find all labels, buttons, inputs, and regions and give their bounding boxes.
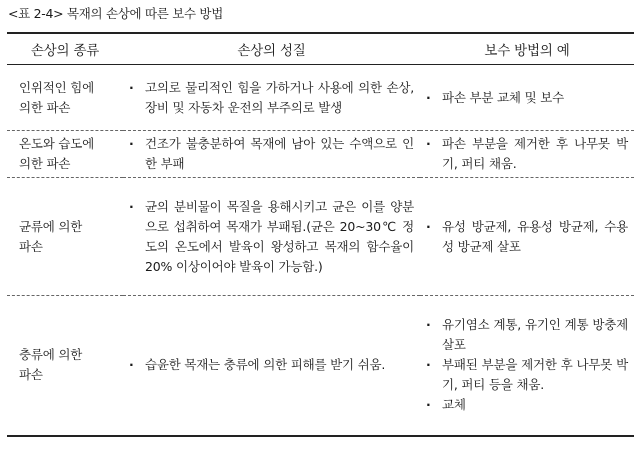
repair-methods-table [7, 32, 634, 437]
nature-bullet: · 균의 분비물이 목질을 용해시키고 균은 이를 양분으로 섭취하여 목재가 부패됨.(균은 20~30℃ 정도의 온도에서 발육이 왕성하고 목재의 함수율이 20% 이상이어야 발육이 가능함.) [123, 197, 414, 277]
header-damage-type: 손상의 종류 [7, 33, 123, 65]
repair-bullet: · 유성 방균제, 유용성 방균제, 수용성 방균제 살포 [420, 217, 628, 257]
damage-nature-cell [123, 131, 420, 178]
damage-type-line: 충류에 의한 [19, 347, 83, 363]
table-header-row [7, 33, 634, 65]
repair-bullet: · 파손 부분을 제거한 후 나무못 박기, 퍼티 채움. [420, 134, 628, 174]
damage-type-line: 의한 파손 [19, 156, 71, 171]
header-repair-example: 보수 방법의 예 [420, 33, 634, 65]
repair-bullet: · 부패된 부분을 제거한 후 나무못 박기, 퍼티 등을 채움. [420, 355, 628, 395]
table-row [7, 296, 634, 436]
nature-bullet: · 습윤한 목재는 충류에 의한 피해를 받기 쉬움. [123, 355, 414, 375]
repair-bullet: · 교체 [420, 395, 628, 415]
damage-nature-cell [123, 65, 420, 131]
table-row [7, 131, 634, 178]
damage-type-cell [7, 131, 123, 178]
nature-bullet: · 고의로 물리적인 힘을 가하거나 사용에 의한 손상, 장비 및 자동차 운전의 부주의로 발생 [123, 78, 414, 118]
table-row [7, 178, 634, 296]
table-row [7, 65, 634, 131]
damage-type-cell [7, 296, 123, 436]
table-caption: <표 2-4> 목재의 손상에 따른 보수 방법 [8, 6, 223, 21]
repair-cell [420, 178, 634, 296]
damage-nature-cell [123, 178, 420, 296]
damage-type-line: 온도와 습도에 [19, 136, 95, 151]
damage-type-line: 인위적인 힘에 [19, 79, 95, 95]
repair-bullet: · 유기염소 계통, 유기인 계통 방충제 살포 [420, 315, 628, 355]
damage-type-line: 균류에 의한 [19, 218, 83, 234]
repair-cell [420, 296, 634, 436]
header-damage-nature: 손상의 성질 [123, 33, 420, 65]
damage-type-cell [7, 178, 123, 296]
repair-cell [420, 65, 634, 131]
damage-type-cell [7, 65, 123, 131]
damage-type-line: 파손 [19, 238, 43, 254]
damage-nature-cell [123, 296, 420, 436]
repair-cell [420, 131, 634, 178]
damage-type-line: 파손 [19, 367, 43, 383]
repair-bullet: · 파손 부분 교체 및 보수 [420, 88, 628, 108]
damage-type-line: 의한 파손 [19, 99, 71, 115]
nature-bullet: · 건조가 불충분하여 목재에 남아 있는 수액으로 인한 부패 [123, 134, 414, 174]
